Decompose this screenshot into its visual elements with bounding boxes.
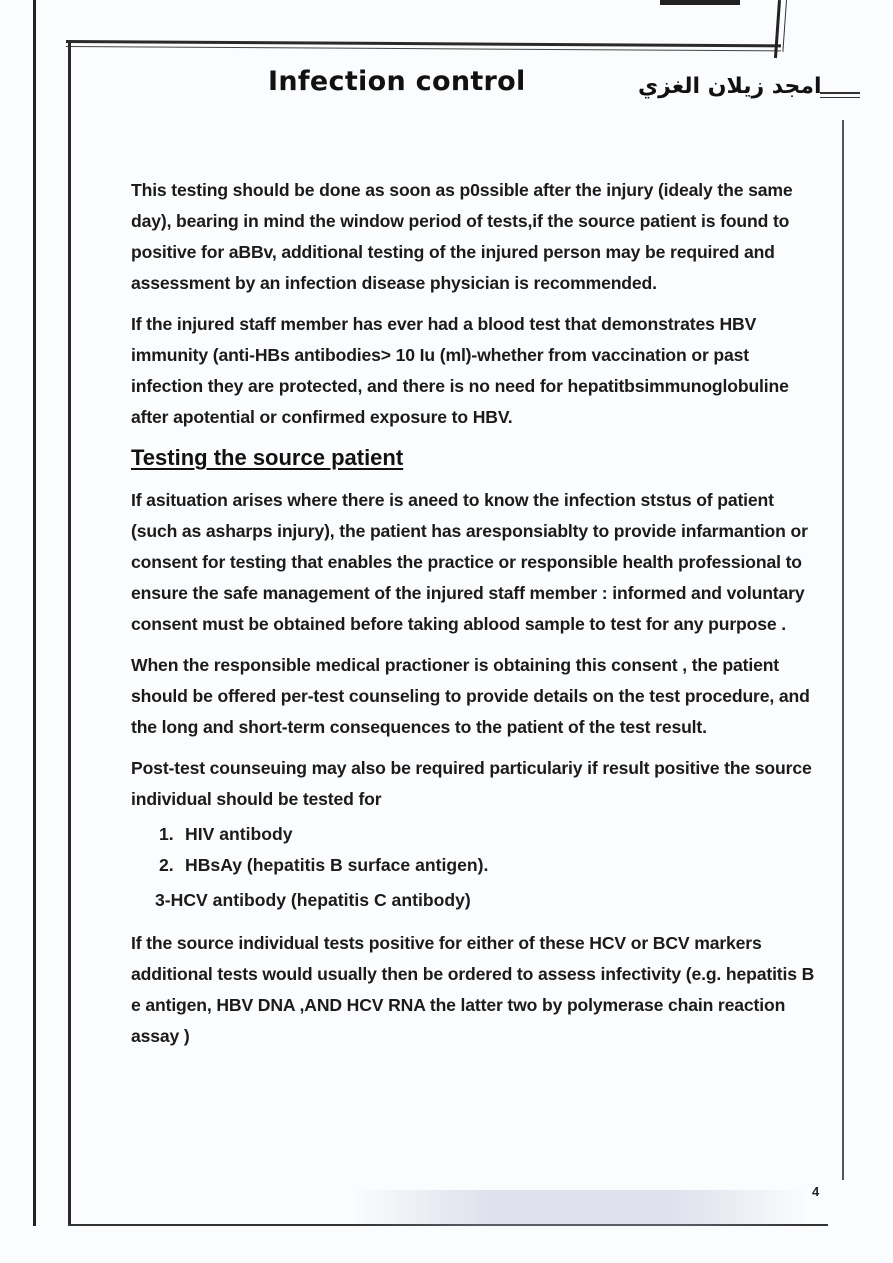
list-item-number: 1. [159,824,174,844]
author-name: امجد زيلان الغزي [638,74,822,99]
list-item [159,850,821,881]
frame-left-border [68,42,71,1226]
list-item-number: 2. [159,855,174,875]
paragraph-consent: If asituation arises where there is aneed to know the infection ststus of patient (such as asharps injury), the patient has aresponsiablty to provide infarmantion or consent for testing that enables the practice or responsible health professional to ensure the safe management of the injured staff member : informed and voluntary consent must be obtained before taking ablood sample to test for any purpose . [131,490,808,634]
list-item-text: HBsAy (hepatitis B surface antigen). [185,855,489,875]
paragraph-additional-tests: If the source individual tests positive for either of these HCV or BCV markers additional tests would usually then be ordered to assess infectivity (e.g. hepatitis B e antigen, HBV DNA ,AND HCV RNA the latter two by polymerase chain reaction assay ) [131,933,815,1046]
page-title: Infection control [268,66,526,97]
section-heading: Testing the source patient [131,445,404,470]
paragraph-post-test: Post-test counseuing may also be required particulariy if result positive the source individual should be tested for [131,758,812,809]
list-item-text: HIV antibody [185,824,293,844]
paragraph-counseling: When the responsible medical practioner is obtaining this consent , the patient should be offered per-test counseling to provide details on the test procedure, and the long and short-term consequences to the patient of the test result. [131,655,810,737]
top-edge-line [660,0,740,5]
list-item-extra: 3-HCV antibody (hepatitis C antibody) [155,890,471,910]
paragraph-testing-timing: This testing should be done as soon as p0ssible after the injury (idealy the same day), bearing in mind the window period of tests,if the source patient is found to positive for aBBv, additional testing of the injured person may be required and assessment by an infection disease physician is recommended. [131,180,793,293]
paragraph-hbv-immunity: If the injured staff member has ever had a blood test that demonstrates HBV immunity (anti-HBs antibodies> 10 Iu (ml)-whether from vaccination or past infection they are protected, and there is no need for hepatitbsimmunoglobuline after apotential or confirmed exposure to HBV. [131,314,789,427]
list-item [159,819,821,850]
header-rule-inner [820,97,860,98]
document-body [131,175,821,1062]
frame-right-border [842,120,844,1180]
header-rule [820,92,860,94]
scan-smudge [350,1190,810,1226]
test-list [131,819,821,881]
page-number: 4 [812,1184,820,1199]
outer-left-border [33,0,36,1226]
